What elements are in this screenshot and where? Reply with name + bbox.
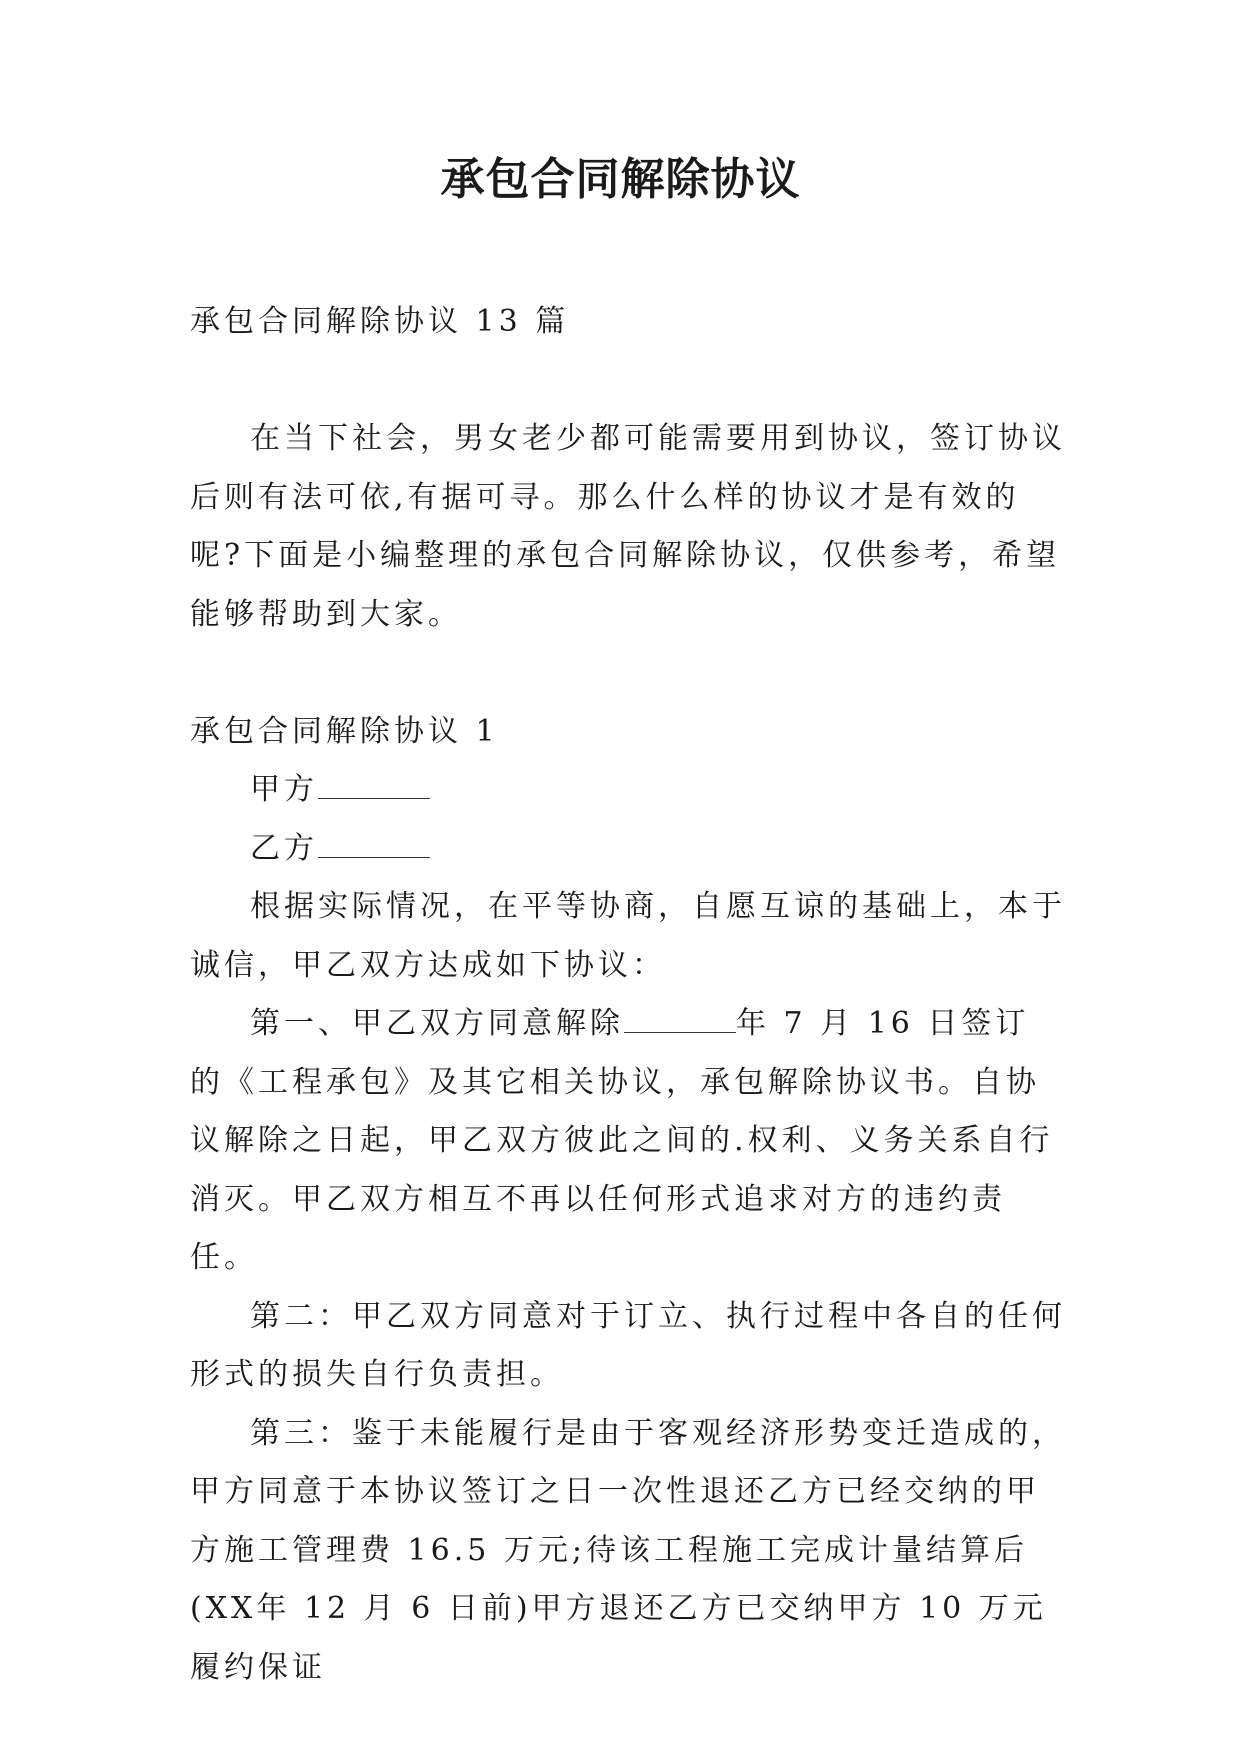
- spacer: [190, 352, 1070, 411]
- document-body: [190, 293, 1070, 1697]
- section-heading: 承包合同解除协议 1: [190, 713, 499, 749]
- preamble-paragraph: 根据实际情况，在平等协商，自愿互谅的基础上，本于诚信，甲乙双方达成如下协议：: [190, 889, 1066, 983]
- party-a-blank: [318, 772, 430, 799]
- party-a-line: [190, 761, 1070, 820]
- party-b-blank: [318, 831, 430, 858]
- clause-3-paragraph: 第三：鉴于未能履行是由于客观经济形势变迁造成的，甲方同意于本协议签订之日一次性退还乙方已经交纳的甲方施工管理费 16.5 万元;待该工程施工完成计量结算后(XX年 12 月 6 日前)甲方退还乙方已交纳甲方 10 万元履约保证: [190, 1415, 1066, 1685]
- party-a-label: 甲方: [250, 772, 318, 807]
- spacer: [190, 644, 1070, 703]
- clause-1-part2: 年 7 月 16 日签订 的《工程承包》及其它相关协议，承包解除协议书。自协议解除之日起，甲乙双方彼此之间的.权利、义务关系自行消灭。甲乙双方相互不再以任何形式追求对方的违约责任。: [190, 1006, 1054, 1275]
- clause-1-part1: 第一、甲乙双方同意解除: [250, 1006, 624, 1041]
- date-blank: [624, 1006, 736, 1033]
- intro-paragraph: 在当下社会，男女老少都可能需要用到协议，签订协议后则有法可依,有据可寻。那么什么样的协议才是有效的呢?下面是小编整理的承包合同解除协议，仅供参考，希望能够帮助到大家。: [190, 421, 1066, 632]
- clause-2-paragraph: 第二：甲乙双方同意对于订立、执行过程中各自的任何形式的损失自行负责担。: [190, 1298, 1066, 1392]
- clause-1-paragraph: [190, 995, 1070, 1288]
- document-title: 承包合同解除协议: [440, 154, 801, 205]
- document-subtitle: 承包合同解除协议 13 篇: [190, 304, 570, 339]
- party-b-line: [190, 820, 1070, 879]
- party-b-label: 乙方: [250, 830, 318, 866]
